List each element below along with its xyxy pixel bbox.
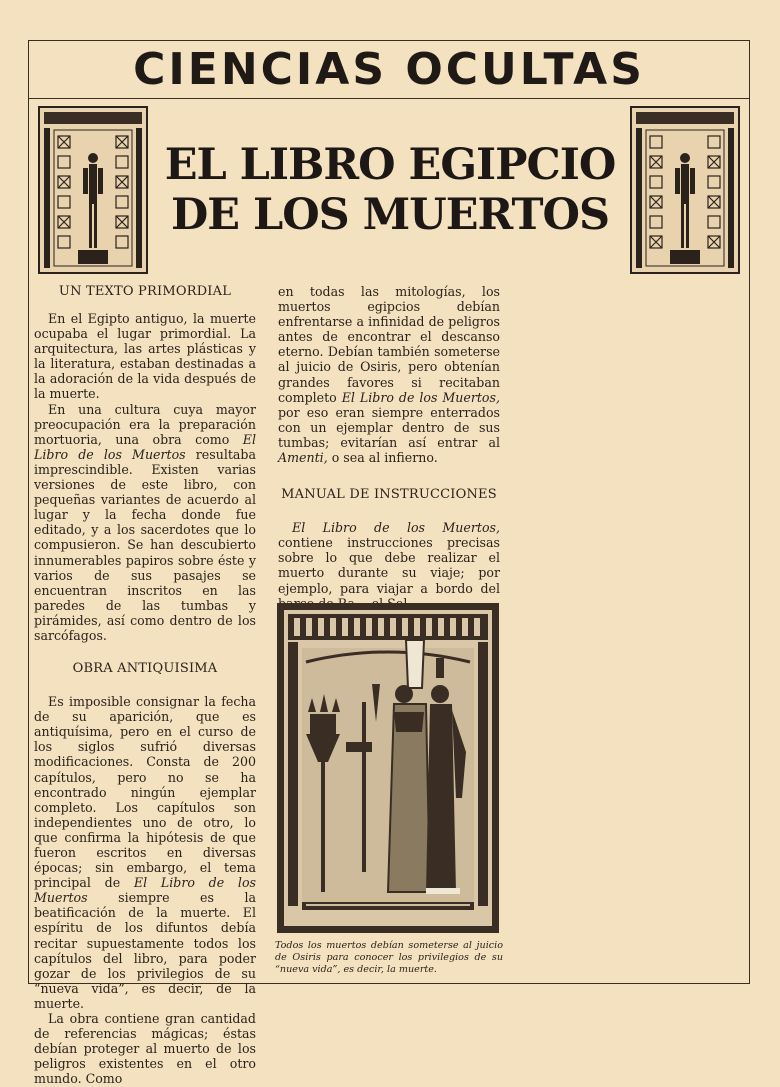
column-1 xyxy=(34,284,256,1087)
article-headline xyxy=(160,140,620,240)
paragraph: La obra contiene gran cantidad de referencias mágicas; éstas debían proteger al muerto de los peligros existentes en el otro mundo. Como xyxy=(34,1011,256,1087)
subhead-texto-primordial: UN TEXTO PRIMORDIAL xyxy=(58,284,232,299)
paragraph: El Libro de los Muertos, contiene instrucciones precisas sobre lo que debe realizar el muerto durante su viaje; por ejemplo, para viajar a bordo del xyxy=(278,520,500,596)
subhead-manual-de-instrucciones: MANUAL DE INSTRUCCIONES xyxy=(281,487,497,503)
headline-line-1: EL LIBRO EGIPCIO xyxy=(164,140,616,190)
osiris-isis-papyrus-illustration xyxy=(276,602,500,934)
egyptian-panel-right-illustration xyxy=(630,106,740,274)
masthead-divider xyxy=(28,98,750,99)
paragraph: Es imposible consignar la fecha de su aparición, que es antiquísima, pero en el curso de los siglos sufrió diversas modificaciones. Consta de 200 capítulos, pero no se ha encontrado ningún ejemplar completo. Los capítulos son independientes uno de otro, lo que confirma la hipótesis de que fueron escritos en diversas épocas; sin embargo, el tema principal de El Libro de los Muertos siempre es la beatificación de la muerte. El espíritu de los difuntos debía recitar supuestamente todos los capítulos del libro, para poder gozar de los privilegios de su “nueva vida”, es decir, de la muerte. xyxy=(34,694,257,1011)
section-masthead: CIENCIAS OCULTAS xyxy=(133,44,645,95)
headline-line-2: DE LOS MUERTOS xyxy=(170,190,610,240)
subhead-obra-antiquisima: OBRA ANTIQUISIMA xyxy=(72,661,218,677)
paragraph: En el Egipto antiguo, la muerte ocupaba el lugar primordial. La arquitectura, las artes plásticas y la literatura, estaban destinadas a la adoración de la vida después de la muerte. xyxy=(34,311,256,402)
illustration-caption: Todos los muertos debían someterse al juicio de Osiris para conocer los privilegios de su “nueva vida”, es decir, la muerte. xyxy=(275,940,503,975)
column-2 xyxy=(278,284,500,611)
paragraph: en todas las mitologías, los muertos egipcios debían enfrentarse a infinidad de peligros antes de encontrar el descanso eterno. Debían también someterse al juicio de Osiris, pero obtenían grandes favores si recitaban completo El Libro de los Muertos, por eso eran siempre enterrados con un ejemplar dentro de sus tumbas; evitarían así entrar al Amenti, o sea al infierno. xyxy=(278,284,500,466)
paragraph: En una cultura cuya mayor preocupación era la preparación mortuoria, una obra como El Libro de los Muertos resultaba imprescindible. Existen varias versiones de este libro, con pequeñas variantes de acuerdo al lugar y la fecha donde fue editado, y a los sacerdotes que lo compusieron. Se han descubierto innumerables papiros sobre éste y varios de sus pasajes se encuentran inscritos en las paredes de las tumbas y pirámides, así como dentro de los sarcófagos. xyxy=(34,401,256,643)
egyptian-panel-left-illustration xyxy=(38,106,148,274)
